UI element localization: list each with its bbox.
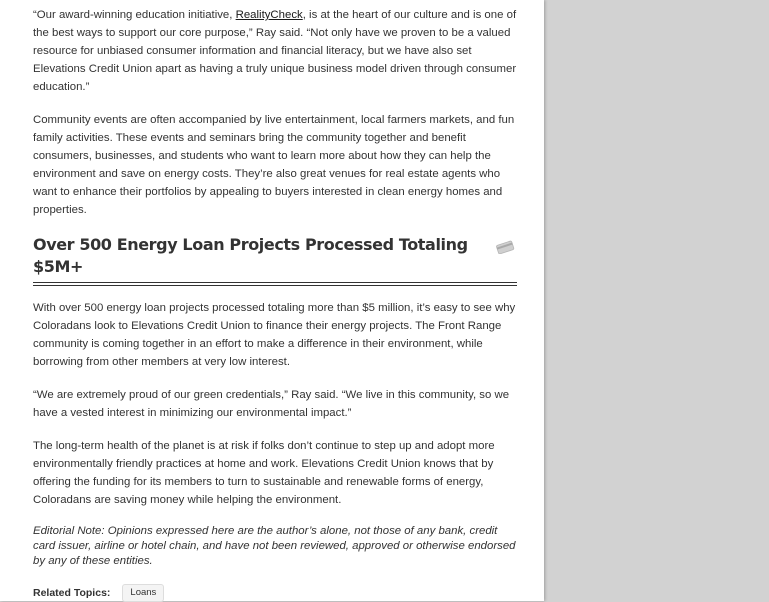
editorial-note: Editorial Note: Opinions expressed here are the author’s alone, not those of any bank, credit card issuer, airline or hotel chain, and have not been reviewed, approved or otherwise endorsed by any of these entities. bbox=[33, 525, 516, 567]
section-heading bbox=[33, 234, 517, 283]
paragraph-green-credentials: “We are extremely proud of our green credentials,” Ray said. “We live in this community, so we have a vested interest in minimizing our environmental impact.” bbox=[33, 389, 510, 419]
paragraph-text: “Our award-winning education initiative, bbox=[33, 9, 236, 21]
section-heading-text: Over 500 Energy Loan Projects Processed Totaling $5M+ bbox=[33, 235, 468, 276]
paragraph-planet-health: The long-term health of the planet is at risk if folks don’t continue to step up and adopt more environmentally friendly practices at home and work. Elevations Credit Union knows that by offering the funding for its members to turn to sustainable and renewable forms of energy, Coloradans are saving money while helping the environment. bbox=[33, 440, 495, 506]
paragraph-realitycheck bbox=[33, 6, 517, 96]
topic-tag-loans[interactable]: Loans bbox=[122, 584, 164, 602]
realitycheck-link[interactable]: RealityCheck bbox=[235, 9, 303, 21]
related-topics bbox=[33, 584, 517, 602]
paragraph-energy-loans: With over 500 energy loan projects processed totaling more than $5 million, it’s easy to see why Coloradans look to Elevations Credit Union to finance their energy projects. The Front Range community is coming together in an effort to make a difference in their environment, while borrowing from other members at very low interest. bbox=[33, 302, 516, 368]
heading-divider bbox=[33, 285, 517, 286]
article-body bbox=[33, 6, 517, 602]
paragraph-community-events: Community events are often accompanied by live entertainment, local farmers markets, and fun family activities. These events and seminars bring the community together and benefit consumers, businesses, and students who want to learn more about how they can help the environment and save on energy costs. They’re also great venues for real estate agents who want to enhance their portfolios by appealing to buyers interested in clean energy homes and properties. bbox=[33, 114, 515, 216]
related-topics-label: Related Topics: bbox=[33, 587, 111, 599]
paragraph-text: , is at the heart of our culture and is one of the best ways to support our core purpose,” Ray said. “Not only have we proven to be a valued resource for unbiased consumer information and financial literacy, but we have also set Elevations Credit Union apart as having a truly unique business model driven through consumer education.” bbox=[33, 9, 517, 93]
credit-card-icon bbox=[495, 238, 515, 252]
